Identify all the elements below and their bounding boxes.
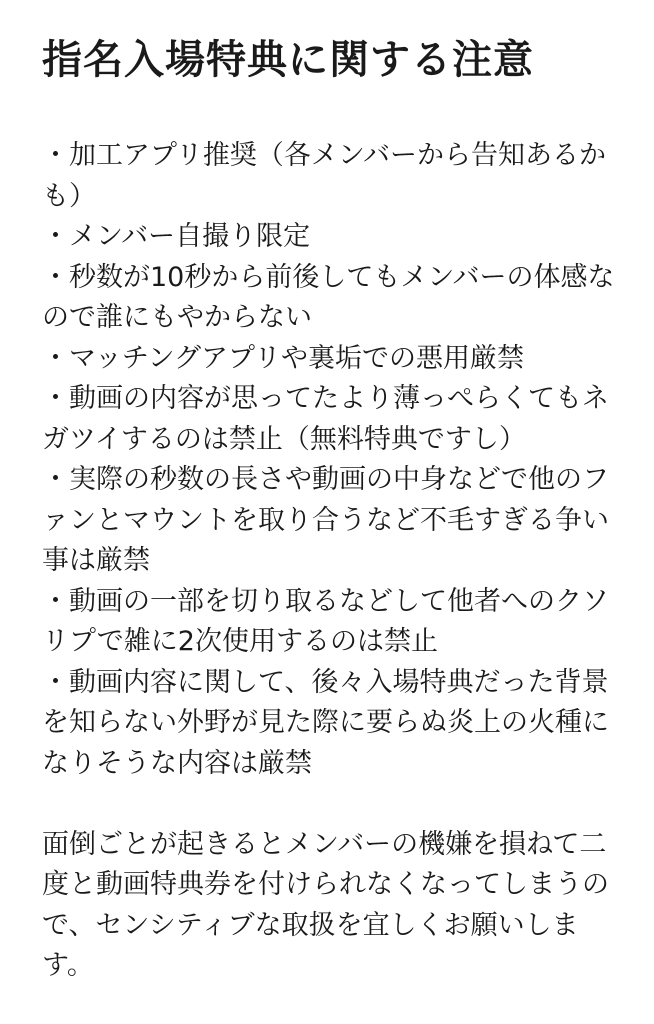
note-line: ので誰にもやからない <box>42 302 312 333</box>
note-line: ガツイするのは禁止（無料特典ですし） <box>42 423 526 455</box>
closing-line: す。 <box>42 950 94 981</box>
note-line: を知らない外野が見た際に要らぬ炎上の火種に <box>42 707 609 738</box>
page-title: 指名入場特典に関する注意 <box>42 37 534 83</box>
paragraph-gap <box>42 784 614 825</box>
note-line: なりそうな内容は厳禁 <box>42 747 312 779</box>
note-line: ァンとマウントを取り合うなど不毛すぎる争い <box>42 504 609 536</box>
note-line: ・秒数が10秒から前後してもメンバーの体感な <box>42 261 615 293</box>
notes-list <box>42 136 614 784</box>
note-line: リプで雑に2次使用するのは禁止 <box>42 626 438 657</box>
note-line: ・メンバー自撮り限定 <box>42 221 311 252</box>
note-line: ・実際の秒数の長さや動画の中身などで他のフ <box>42 464 609 495</box>
note-line: ・加工アプリ推奨（各メンバーから告知あるか <box>42 140 607 171</box>
note-line: ・マッチングアプリや裏垢での悪用厳禁 <box>42 342 524 374</box>
closing-paragraph <box>42 825 614 987</box>
note-line: も） <box>42 180 96 212</box>
note-line: ・動画内容に関して、後々入場特典だった背景 <box>42 666 609 698</box>
closing-line: 度と動画特典券を付けられなくなってしまうの <box>42 869 609 900</box>
closing-line: で、センシティブな取扱を宜しくお願いしま <box>42 909 579 941</box>
notes-body <box>42 136 614 987</box>
closing-line: 面倒ごとが起きるとメンバーの機嫌を損ねて二 <box>42 828 607 860</box>
note-line: 事は厳禁 <box>42 545 150 576</box>
note-line: ・動画の内容が思ってたより薄っぺらくてもネ <box>42 383 609 414</box>
note-line: ・動画の一部を切り取るなどして他者へのクソ <box>42 585 609 617</box>
